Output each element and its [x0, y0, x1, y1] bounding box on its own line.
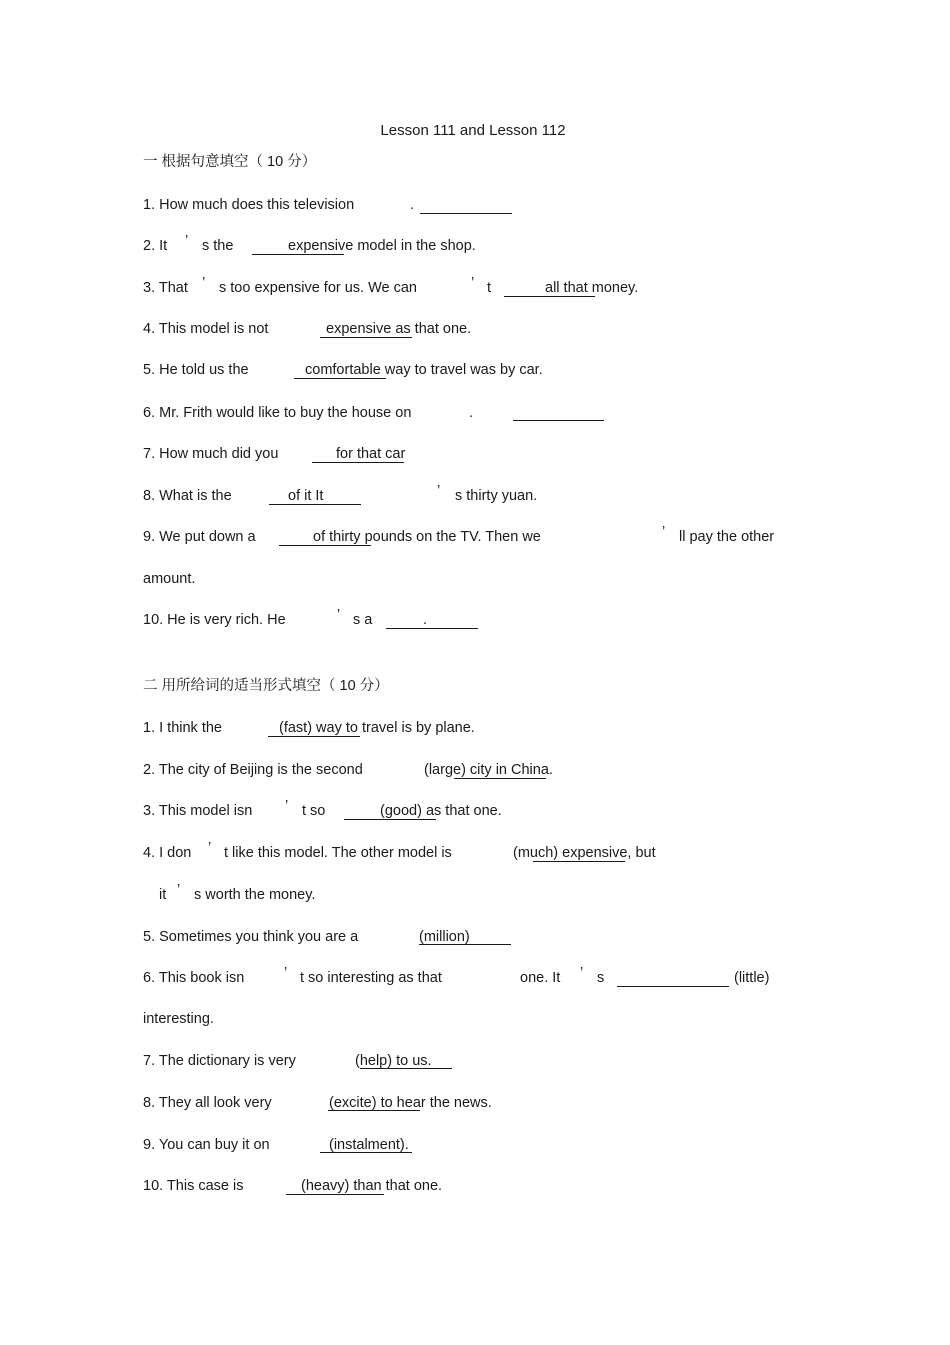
s1-q10-dot: .	[423, 612, 428, 628]
s2-q9-text-b: (instalment).	[329, 1137, 409, 1153]
section2-heading: 二 用所给词的适当形式填空（ 10 分）	[143, 678, 389, 694]
s1-q3-text-c: t	[487, 280, 492, 296]
s2-q7-text-b: (help) to us.	[355, 1053, 432, 1069]
s1-q8-blank	[269, 504, 361, 505]
s1-q2-text: 2. It	[143, 238, 168, 254]
s2-q7-blank	[360, 1068, 452, 1069]
s1-q2-blank	[252, 254, 344, 255]
s2-q7-text: 7. The dictionary is very	[143, 1053, 296, 1069]
s1-q9-text: 9. We put down a	[143, 529, 256, 545]
s1-q4-blank	[320, 337, 412, 338]
s1-q5-text: 5. He told us the	[143, 362, 249, 378]
s1-q2-text-c: expensive model in the shop.	[288, 238, 476, 254]
s1-q10-text: 10. He is very rich. He	[143, 612, 286, 628]
s2-q5-blank	[419, 944, 511, 945]
s2-q4-text-b: t like this model. The other model is	[224, 845, 452, 861]
s1-q10-blank	[386, 628, 478, 629]
s1-q9-text-b: of thirty pounds on the TV. Then we	[313, 529, 541, 545]
s2-q2-blank	[454, 778, 546, 779]
s2-q1-text-b: (fast) way to travel is by plane.	[279, 720, 475, 736]
s2-q8-text: 8. They all look very	[143, 1095, 272, 1111]
s2-q1-text: 1. I think the	[143, 720, 222, 736]
s2-q3-text-b: t so	[302, 803, 326, 819]
s2-q5-text-b: (million)	[419, 929, 470, 945]
s2-q4-text-d: it	[159, 887, 167, 903]
s2-q4-apostrophe-2: ’	[177, 882, 181, 898]
s1-q9-apostrophe: ’	[662, 524, 666, 540]
s2-q6-blank	[617, 986, 729, 987]
s2-q6-text-b: t so interesting as that	[300, 970, 442, 986]
s1-q7-blank	[312, 462, 404, 463]
s2-q9-blank	[320, 1152, 412, 1153]
s2-q6-text-f: interesting.	[143, 1011, 214, 1027]
s1-q5-blank	[294, 378, 386, 379]
s2-q4-text-c: (much) expensive, but	[513, 845, 656, 861]
section1-heading: 一 根据句意填空（ 10 分）	[143, 154, 317, 170]
s2-q4-text: 4. I don	[143, 845, 192, 861]
s1-q3-text-b: s too expensive for us. We can	[219, 280, 418, 296]
s1-q3-blank	[504, 296, 595, 297]
s1-q5-text-b: comfortable way to travel was by car.	[305, 362, 543, 378]
s2-q10-text-b: (heavy) than that one.	[301, 1178, 443, 1194]
s1-q3-text: 3. That	[143, 280, 188, 296]
s2-q6-text-e: (little)	[734, 970, 770, 986]
s2-q6-apostrophe-2: ’	[580, 965, 584, 981]
s1-q7-text-b: for that car	[336, 446, 406, 462]
s2-q3-apostrophe: ’	[285, 798, 289, 814]
s1-q10-apostrophe: ’	[337, 607, 341, 623]
page-title: Lesson 111 and Lesson 112	[380, 122, 566, 139]
s1-q3-apostrophe-2: ’	[471, 275, 475, 291]
s1-q3-text-d: all that money.	[545, 280, 639, 296]
s1-q8-text: 8. What is the	[143, 488, 232, 504]
s2-q2-text-b: (large) city in China.	[424, 762, 553, 778]
s2-q1-blank	[268, 736, 360, 737]
s1-q8-apostrophe: ’	[437, 483, 441, 499]
s1-q6-blank	[513, 420, 604, 421]
s1-q9-blank	[279, 545, 371, 546]
s2-q8-blank	[328, 1110, 420, 1111]
s1-q1-blank	[420, 213, 512, 214]
s2-q6-apostrophe-1: ’	[284, 965, 288, 981]
s1-q6-dot: .	[469, 405, 474, 421]
s1-q8-text-c: s thirty yuan.	[455, 488, 538, 504]
s1-q6-text: 6. Mr. Frith would like to buy the house on	[143, 405, 412, 421]
s2-q3-text: 3. This model isn	[143, 803, 253, 819]
s2-q8-text-b: (excite) to hear the news.	[329, 1095, 492, 1111]
s1-q3-apostrophe-1: ’	[202, 275, 206, 291]
s2-q4-blank	[533, 861, 625, 862]
s1-q8-text-b: of it It	[288, 488, 324, 504]
s1-q4-text: 4. This model is not	[143, 321, 269, 337]
s1-q1-text: 1. How much does this television	[143, 197, 355, 213]
s1-q1-dot: .	[410, 197, 415, 213]
s1-q9-text-d: amount.	[143, 571, 196, 587]
s2-q6-text-d: s	[597, 970, 605, 986]
s2-q10-blank	[286, 1194, 384, 1195]
s1-q4-text-b: expensive as that one.	[326, 321, 472, 337]
s1-q2-apostrophe: ’	[185, 233, 189, 249]
s1-q7-text: 7. How much did you	[143, 446, 279, 462]
s2-q4-text-e: s worth the money.	[194, 887, 316, 903]
s2-q6-text: 6. This book isn	[143, 970, 245, 986]
s2-q4-apostrophe-1: ’	[208, 840, 212, 856]
s1-q10-text-b: s a	[353, 612, 373, 628]
s2-q9-text: 9. You can buy it on	[143, 1137, 270, 1153]
s2-q6-text-c: one. It	[520, 970, 561, 986]
s2-q2-text: 2. The city of Beijing is the second	[143, 762, 363, 778]
s1-q9-text-c: ll pay the other	[679, 529, 775, 545]
s1-q2-text-b: s the	[202, 238, 234, 254]
s2-q5-text: 5. Sometimes you think you are a	[143, 929, 359, 945]
s2-q3-blank	[344, 819, 436, 820]
s2-q3-text-c: (good) as that one.	[380, 803, 502, 819]
s2-q10-text: 10. This case is	[143, 1178, 244, 1194]
